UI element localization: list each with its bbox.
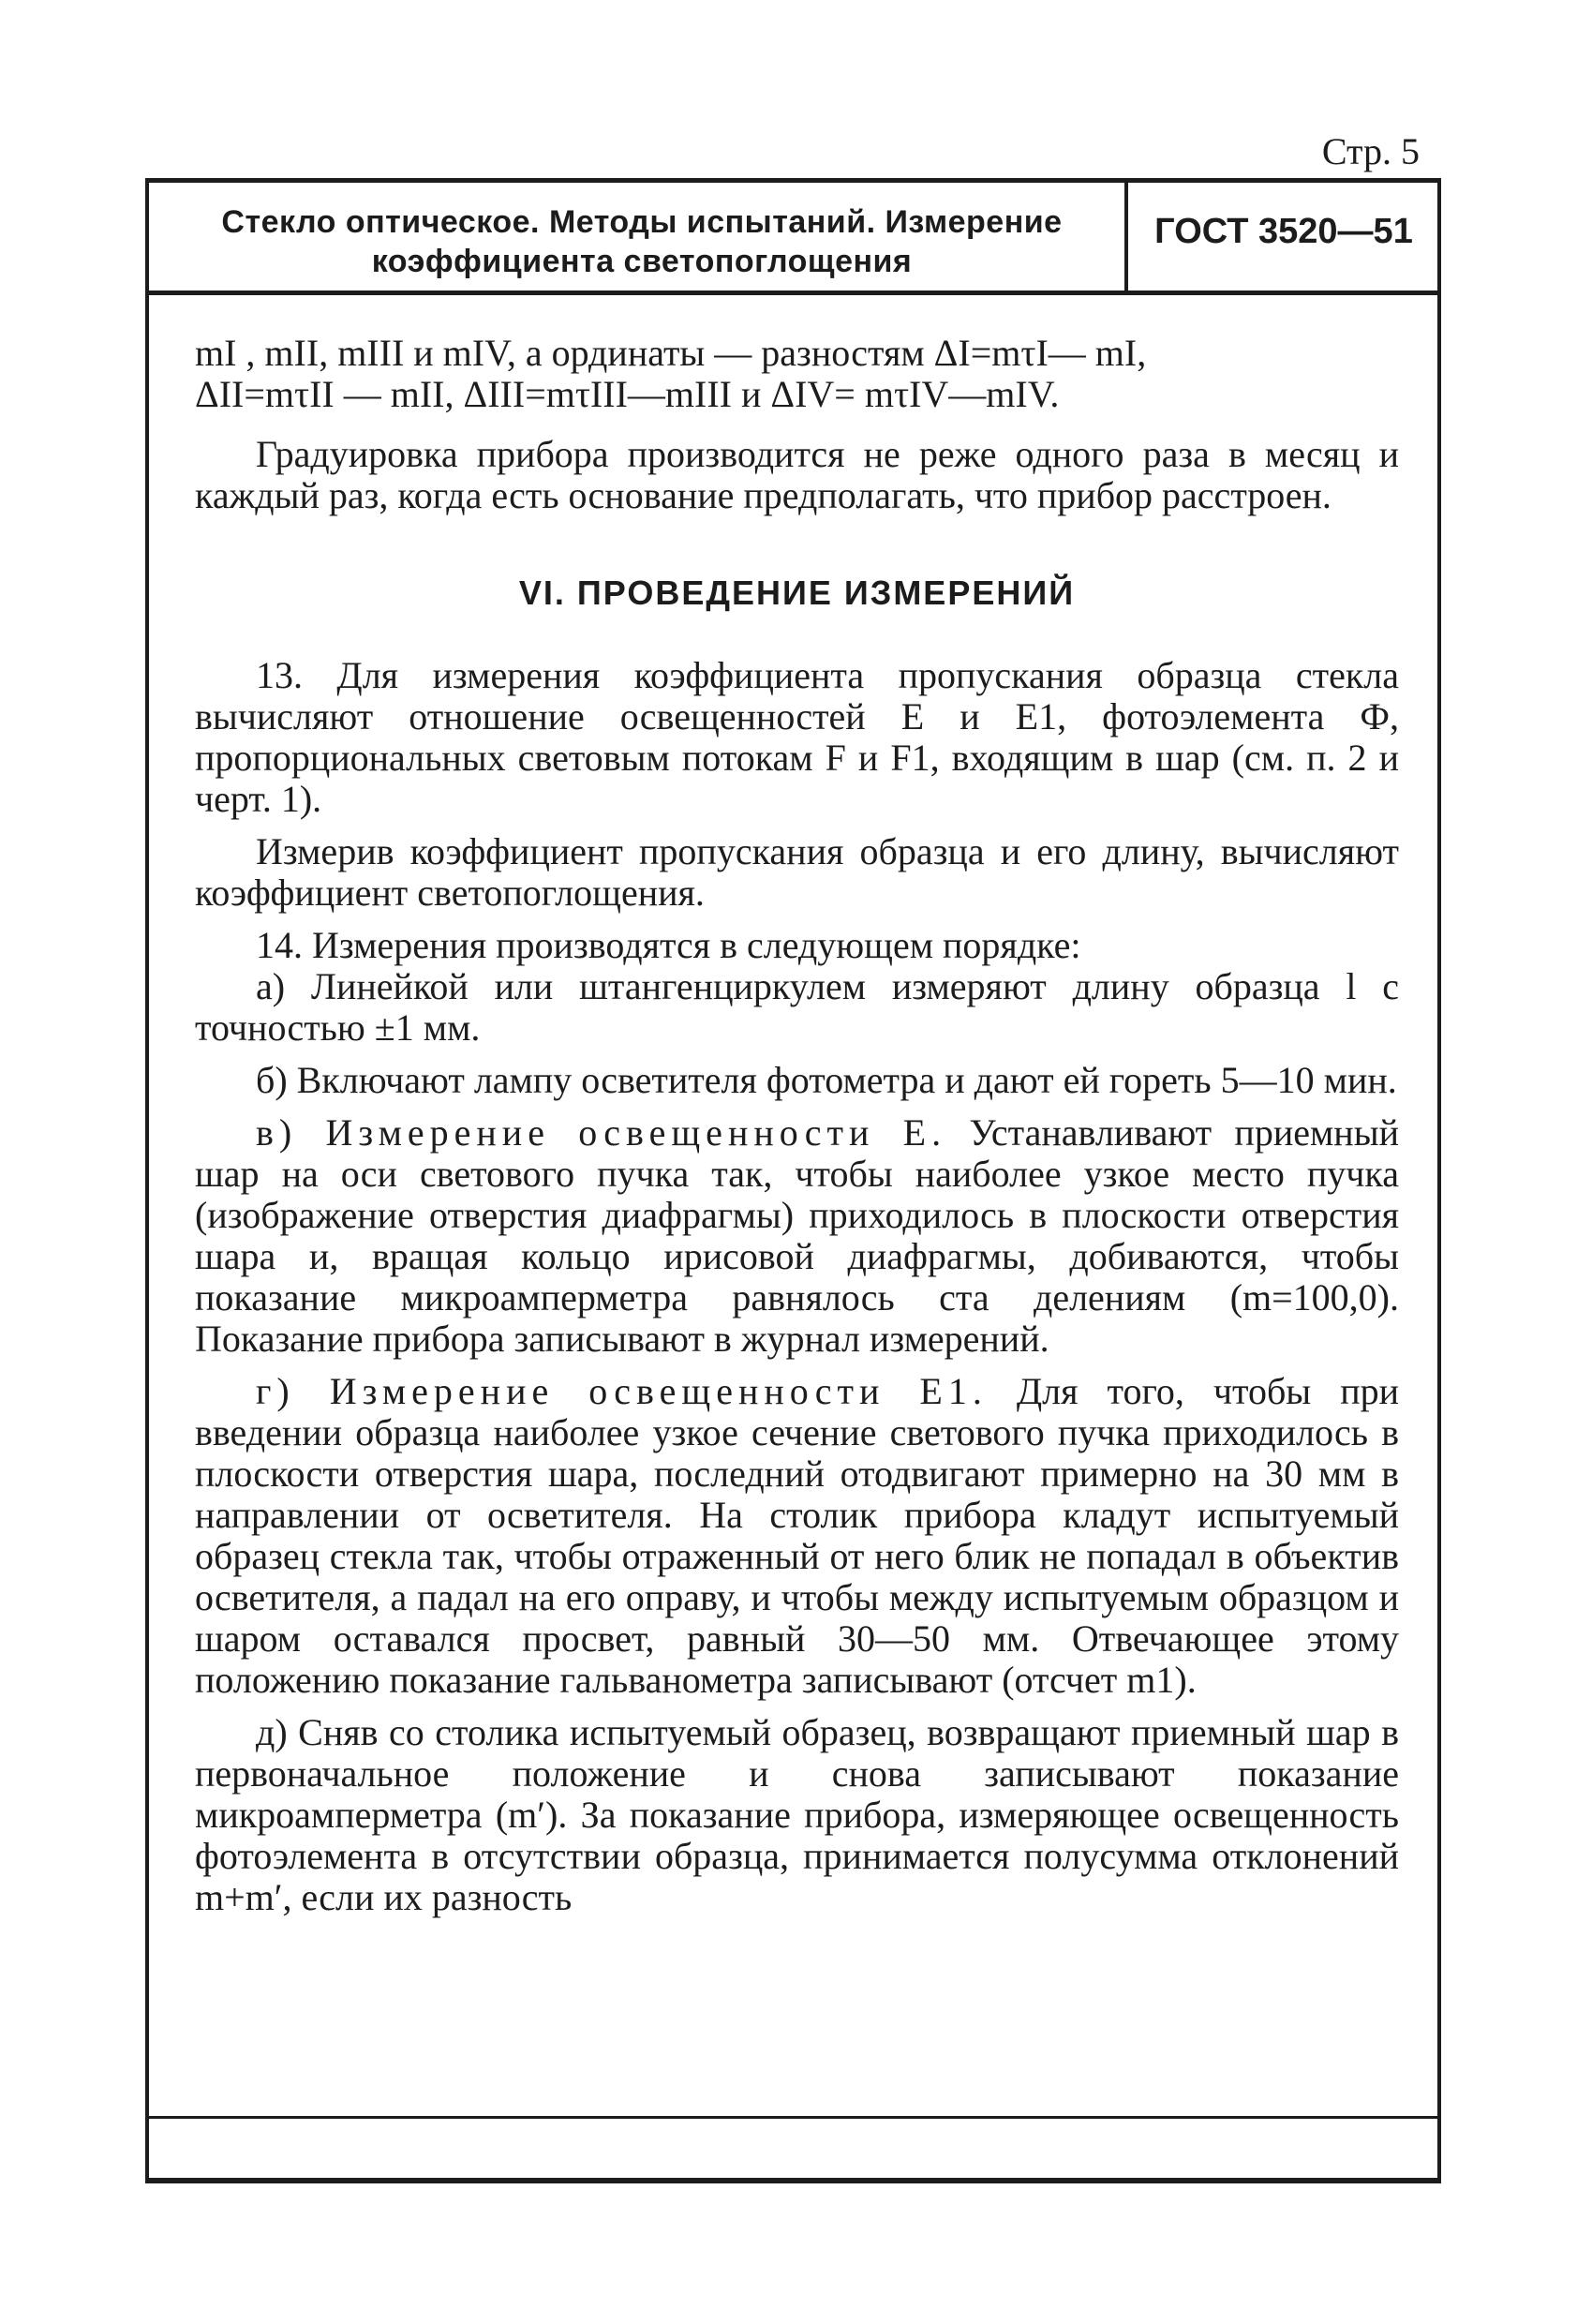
list-item-a: а) Линейкой или штангенциркулем измеряют длину образца l с точностью ±1 мм.: [195, 965, 1399, 1049]
header-bottom-rule: [145, 290, 1441, 295]
formula-line-2: ΔII=mτII — mII, ΔIII=mτIII—mIII и ΔIV= mτIV—mIV.: [195, 373, 1060, 415]
paragraph-calibration: Градуировка прибора производится не реже одного раза в месяц и каждый раз, когда есть основание предполагать, что прибор расстроен.: [195, 433, 1399, 516]
list-item-v-label: в) Измерение освещенности E.: [256, 1111, 947, 1154]
section-heading: VI. ПРОВЕДЕНИЕ ИЗМЕРЕНИЙ: [518, 574, 1076, 612]
list-item-g-label: г) Измерение освещенности E1.: [256, 1370, 988, 1412]
document-title-line2: коэффициента светопоглощения: [371, 244, 913, 279]
paragraph-13: 13. Для измерения коэффициента пропускания образца стекла вычисляют отношение освещенностей E и E1, фотоэлемента Ф, пропорциональных световым потокам F и F1, входящим в шар (см. п. 2 и черт. 1).: [195, 654, 1399, 820]
header-top-rule: [145, 178, 1441, 183]
list-item-v: [195, 1112, 1399, 1360]
page-number: Стр. 5: [1321, 130, 1420, 172]
document-title-line1: Стекло оптическое. Методы испытаний. Измерение: [221, 204, 1063, 240]
list-item-g-text: Для того, чтобы при введении образца наиболее узкое сечение светового пучка приходилось в плоскости отверстия шара, последний отодвигают примерно на 30 мм в направлении от осветителя. На столик прибора кладут испытуемый образец стекла так, чтобы отраженный от него блик не попадал в объектив осветителя, а падал на его оправу, и чтобы между испытуемым образцом и шаром оставался просвет, равный 30—50 мм. Отвечающее этому положению показание гальванометра записывают (отсчет m1).: [195, 1370, 1400, 1701]
header-divider: [1124, 182, 1128, 290]
standard-code: ГОСТ 3520—51: [1154, 212, 1413, 251]
paragraph-measure: Измерив коэффициент пропускания образца и его длину, вычисляют коэффициент светопоглощения.: [195, 830, 1399, 914]
document-title: [187, 202, 1096, 281]
footer-rule-thick: [145, 2178, 1441, 2183]
footer-rule-thin: [145, 2116, 1441, 2119]
list-item-b: б) Включают лампу осветителя фотометра и дают ей гореть 5—10 мин.: [256, 1059, 1397, 1101]
paragraph-14: 14. Измерения производятся в следующем порядке:: [256, 924, 1081, 966]
formula-line-1: mI , mII, mIII и mIV, а ординаты — разностям ΔI=mτI— mI,: [195, 332, 1147, 374]
list-item-d: д) Сняв со столика испытуемый образец, возвращают приемный шар в первоначальное положение и снова записывают показание микроамперметра (m′). За показание прибора, измеряющее освещенность фотоэлемента в отсутствии образца, принимается полусумма отклонений m+m′, если их разность: [195, 1711, 1399, 1918]
list-item-g: [195, 1371, 1399, 1701]
list-item-v-text: Устанавливают приемный шар на оси светового пучка так, чтобы наиболее узкое место пучка (изображение отверстия диафрагмы) приходилось в плоскости отверстия шара и, вращая кольцо ирисовой диафрагмы, добиваются, чтобы показание микроамперметра равнялось ста делениям (m=100,0). Показание прибора записывают в журнал измерений.: [195, 1111, 1399, 1360]
document-body: [195, 333, 1399, 1918]
